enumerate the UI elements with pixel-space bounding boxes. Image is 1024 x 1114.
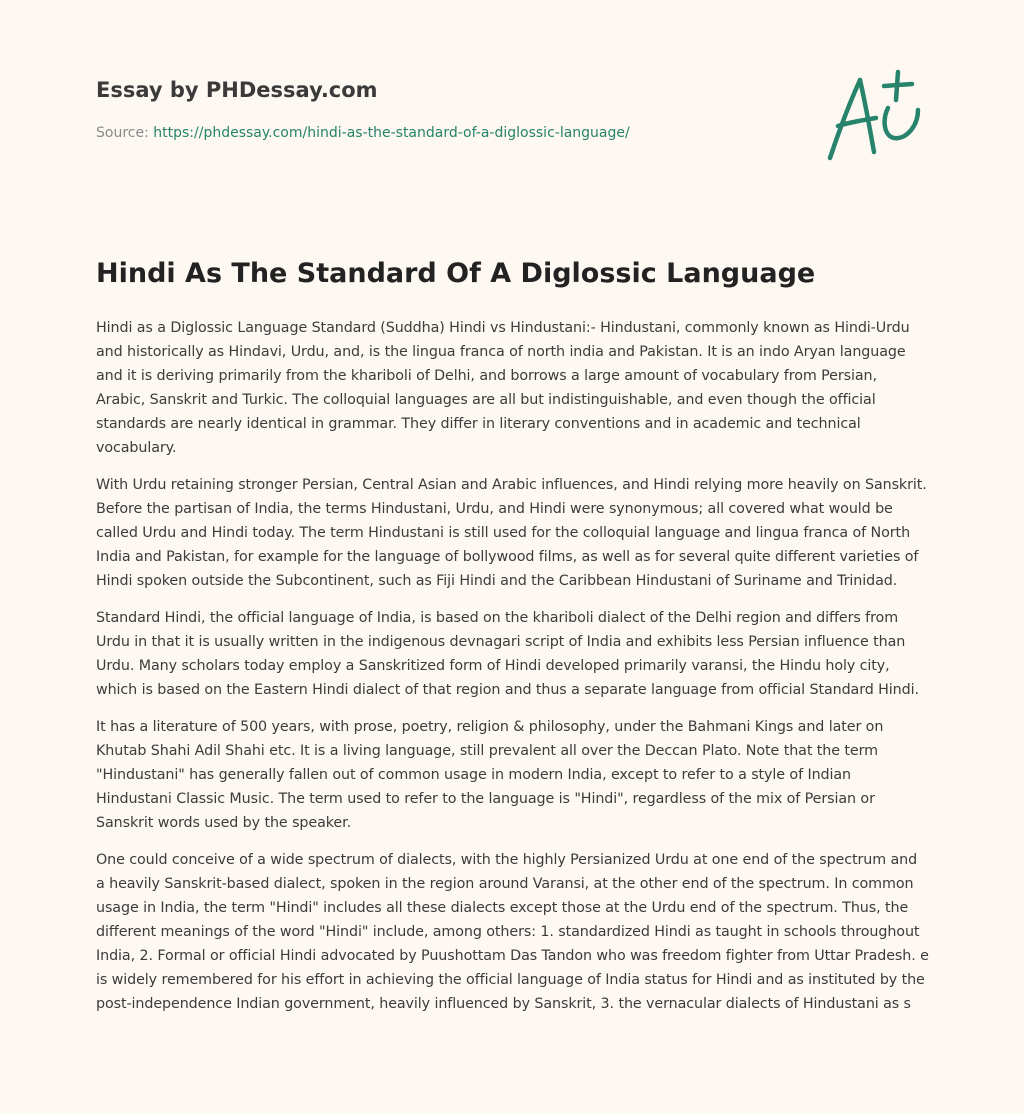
a-plus-logo-icon <box>820 66 930 166</box>
source-line <box>96 124 796 142</box>
essay-body <box>96 316 930 1029</box>
source-link[interactable]: https://phdessay.com/hindi-as-the-standard-of-a-diglossic-language/ <box>153 125 630 141</box>
essay-header <box>96 76 796 142</box>
paragraph: Hindi as a Diglossic Language Standard (Suddha) Hindi vs Hindustani:- Hindustani, commonly known as Hindi-Urdu and historically as Hindavi, Urdu, and, is the lingua franca of north india and Pakistan. It is an indo Aryan language and it is deriving primarily from the khariboli of Delhi, and borrows a large amount of vocabulary from Persian, Arabic, Sanskrit and Turkic. The colloquial languages are all but indistinguishable, and even though the official standards are nearly identical in grammar. They differ in literary conventions and in academic and technical vocabulary. <box>96 320 910 456</box>
essay-title: Hindi As The Standard Of A Diglossic Language <box>96 258 816 289</box>
paragraph: It has a literature of 500 years, with prose, poetry, religion & philosophy, under the Bahmani Kings and later on Khutab Shahi Adil Shahi etc. It is a living language, still prevalent all over the Deccan Plato. Note that the term "Hindustani" has generally fallen out of common usage in modern India, except to refer to a style of Indian Hindustani Classic Music. The term used to refer to the language is "Hindi", regardless of the mix of Persian or Sanskrit words used by the speaker. <box>96 719 884 831</box>
source-label: Source: <box>96 125 149 141</box>
paragraph: With Urdu retaining stronger Persian, Central Asian and Arabic influences, and Hindi relying more heavily on Sanskrit. Before the partisan of India, the terms Hindustani, Urdu, and Hindi were synonymous; all covered what would be called Urdu and Hindi today. The term Hindustani is still used for the colloquial language and lingua franca of North India and Pakistan, for example for the language of bollywood films, as well as for several quite different varieties of Hindi spoken outside the Subcontinent, such as Fiji Hindi and the Caribbean Hindustani of Suriname and Trinidad. <box>96 477 927 589</box>
site-brand: Essay by PHDessay.com <box>96 78 378 102</box>
paragraph: Standard Hindi, the official language of India, is based on the khariboli dialect of the Delhi region and differs from Urdu in that it is usually written in the indigenous devnagari script of India and exhibits less Persian influence than Urdu. Many scholars today employ a Sanskritized form of Hindi developed primarily varansi, the Hindu holy city, which is based on the Eastern Hindi dialect of that region and thus a separate language from official Standard Hindi. <box>96 610 919 698</box>
paragraph: One could conceive of a wide spectrum of dialects, with the highly Persianized Urdu at one end of the spectrum and a heavily Sanskrit-based dialect, spoken in the region around Varansi, at the other end of the spectrum. In common usage in India, the term "Hindi" includes all these dialects except those at the Urdu end of the spectrum. Thus, the different meanings of the word "Hindi" include, among others: 1. standardized Hindi as taught in schools throughout India, 2. Formal or official Hindi advocated by Puushottam Das Tandon who was freedom fighter from Uttar Pradesh. e is widely remembered for his effort in achieving the official language of India status for Hindi and as instituted by the post-independence Indian government, heavily influenced by Sanskrit, 3. the vernacular dialects of Hindustani as s <box>96 852 929 1012</box>
